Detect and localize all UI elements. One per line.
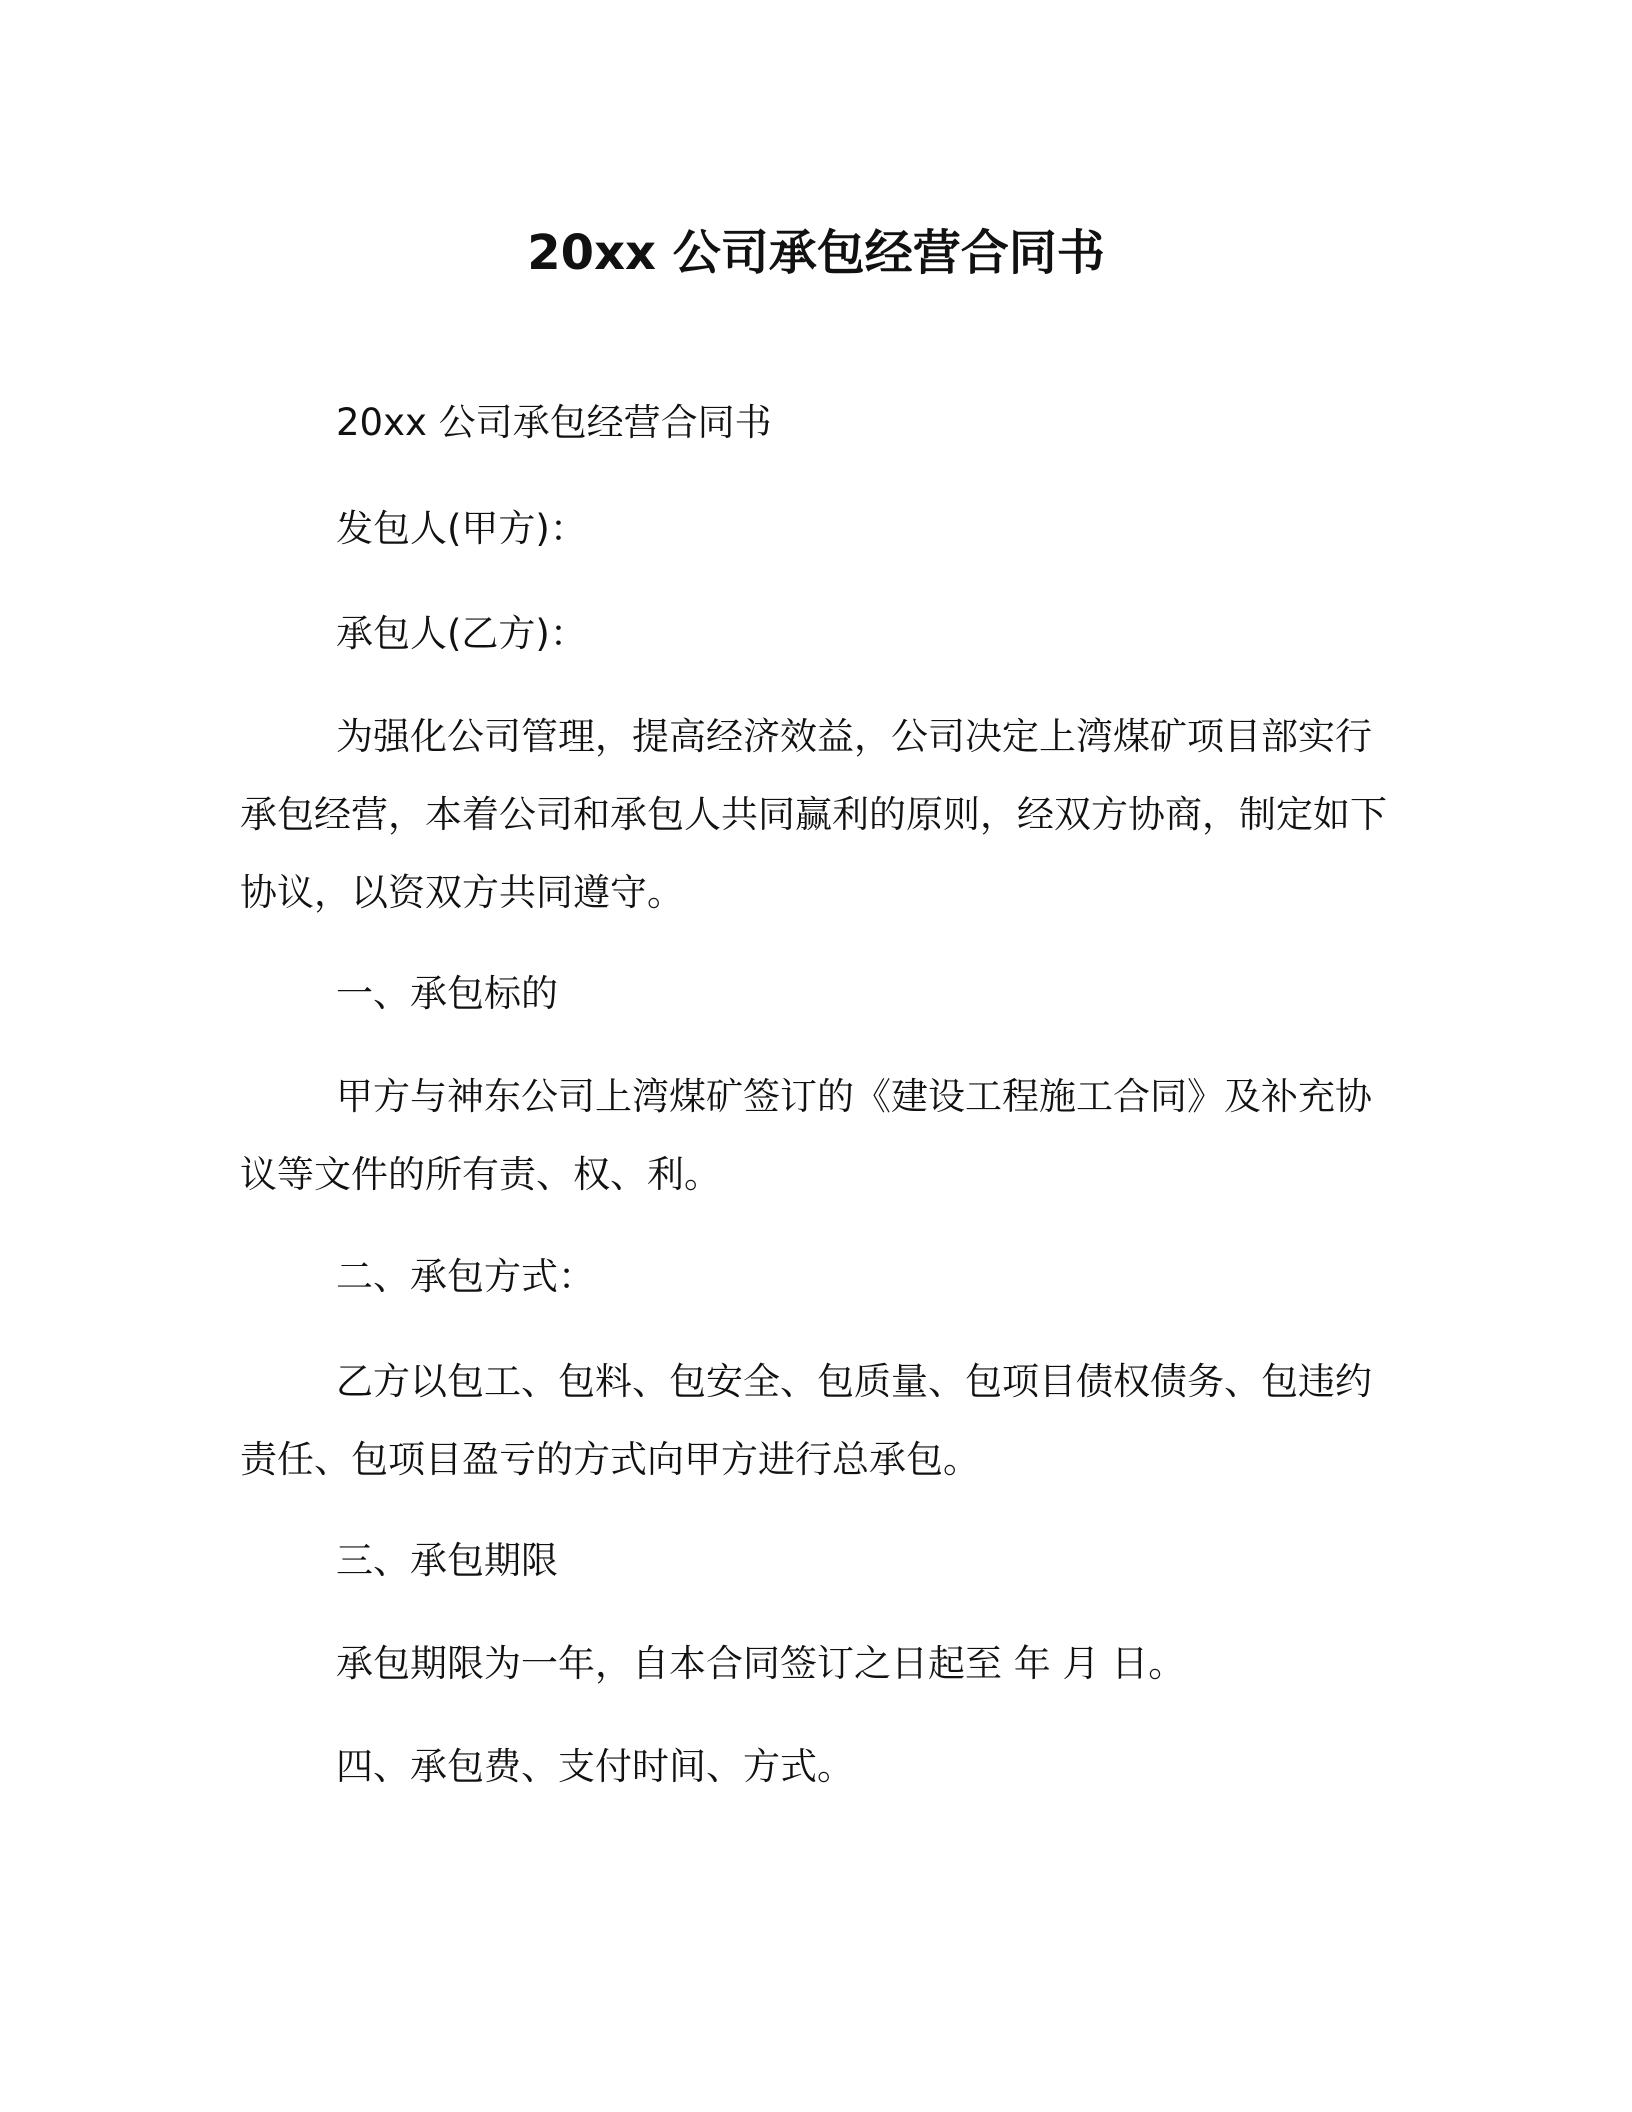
paragraph-subtitle: 20xx 公司承包经营合同书 [336,401,772,444]
paragraph-party-a: 发包人(甲方)： [336,507,587,550]
paragraph-party-b: 承包人(乙方)： [336,612,587,655]
heading-section-4: 四、承包费、支付时间、方式。 [336,1745,854,1788]
heading-section-3: 三、承包期限 [336,1539,558,1582]
paragraph-preamble: 为强化公司管理，提高经济效益，公司决定上湾煤矿项目部实行承包经营，本着公司和承包人共同赢利的原则，经双方协商，制定如下协议，以资双方共同遵守。 [240,715,1387,914]
document-title: 20xx 公司承包经营合同书 [527,225,1105,281]
paragraph-section-1: 甲方与神东公司上湾煤矿签订的《建设工程施工合同》及补充协议等文件的所有责、权、利。 [240,1075,1372,1196]
heading-section-1: 一、承包标的 [336,972,558,1015]
paragraph-section-2: 乙方以包工、包料、包安全、包质量、包项目债权债务、包违约责任、包项目盈亏的方式向甲方进行总承包。 [240,1360,1372,1481]
heading-section-2: 二、承包方式： [336,1255,595,1298]
paragraph-section-3: 承包期限为一年，自本合同签订之日起至 年 月 日。 [336,1642,1186,1685]
